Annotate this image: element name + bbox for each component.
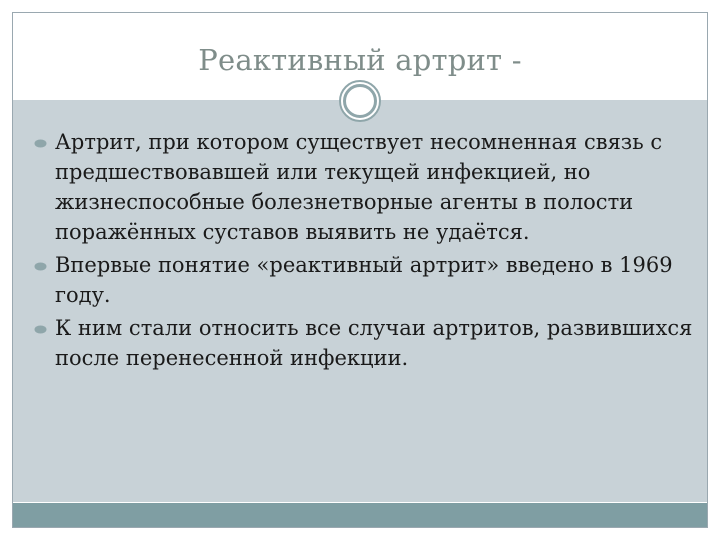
bullet-ellipse-icon bbox=[34, 325, 47, 334]
bullet-item bbox=[33, 313, 701, 373]
bullet-text: Впервые понятие «реактивный артрит» введено в 1969 году. bbox=[55, 253, 673, 307]
bullet-ellipse-icon bbox=[34, 262, 47, 271]
bullet-text: Артрит, при котором существует несомненная связь с предшествовавшей или текущей инфекцией, но жизнеспособные болезнетворные агенты в полости поражённых суставов выявить не удаётся. bbox=[55, 130, 663, 244]
bullet-ellipse-icon bbox=[34, 139, 47, 148]
slide-frame bbox=[12, 12, 708, 528]
bullet-list bbox=[33, 127, 701, 376]
slide-title: Реактивный артрит - bbox=[198, 43, 522, 77]
circle-ornament-icon bbox=[338, 79, 382, 123]
footer-bar bbox=[13, 502, 707, 527]
bullet-item bbox=[33, 250, 701, 310]
bullet-item bbox=[33, 127, 701, 247]
bullet-text: К ним стали относить все случаи артритов, развившихся после перенесенной инфекции. bbox=[55, 316, 693, 370]
